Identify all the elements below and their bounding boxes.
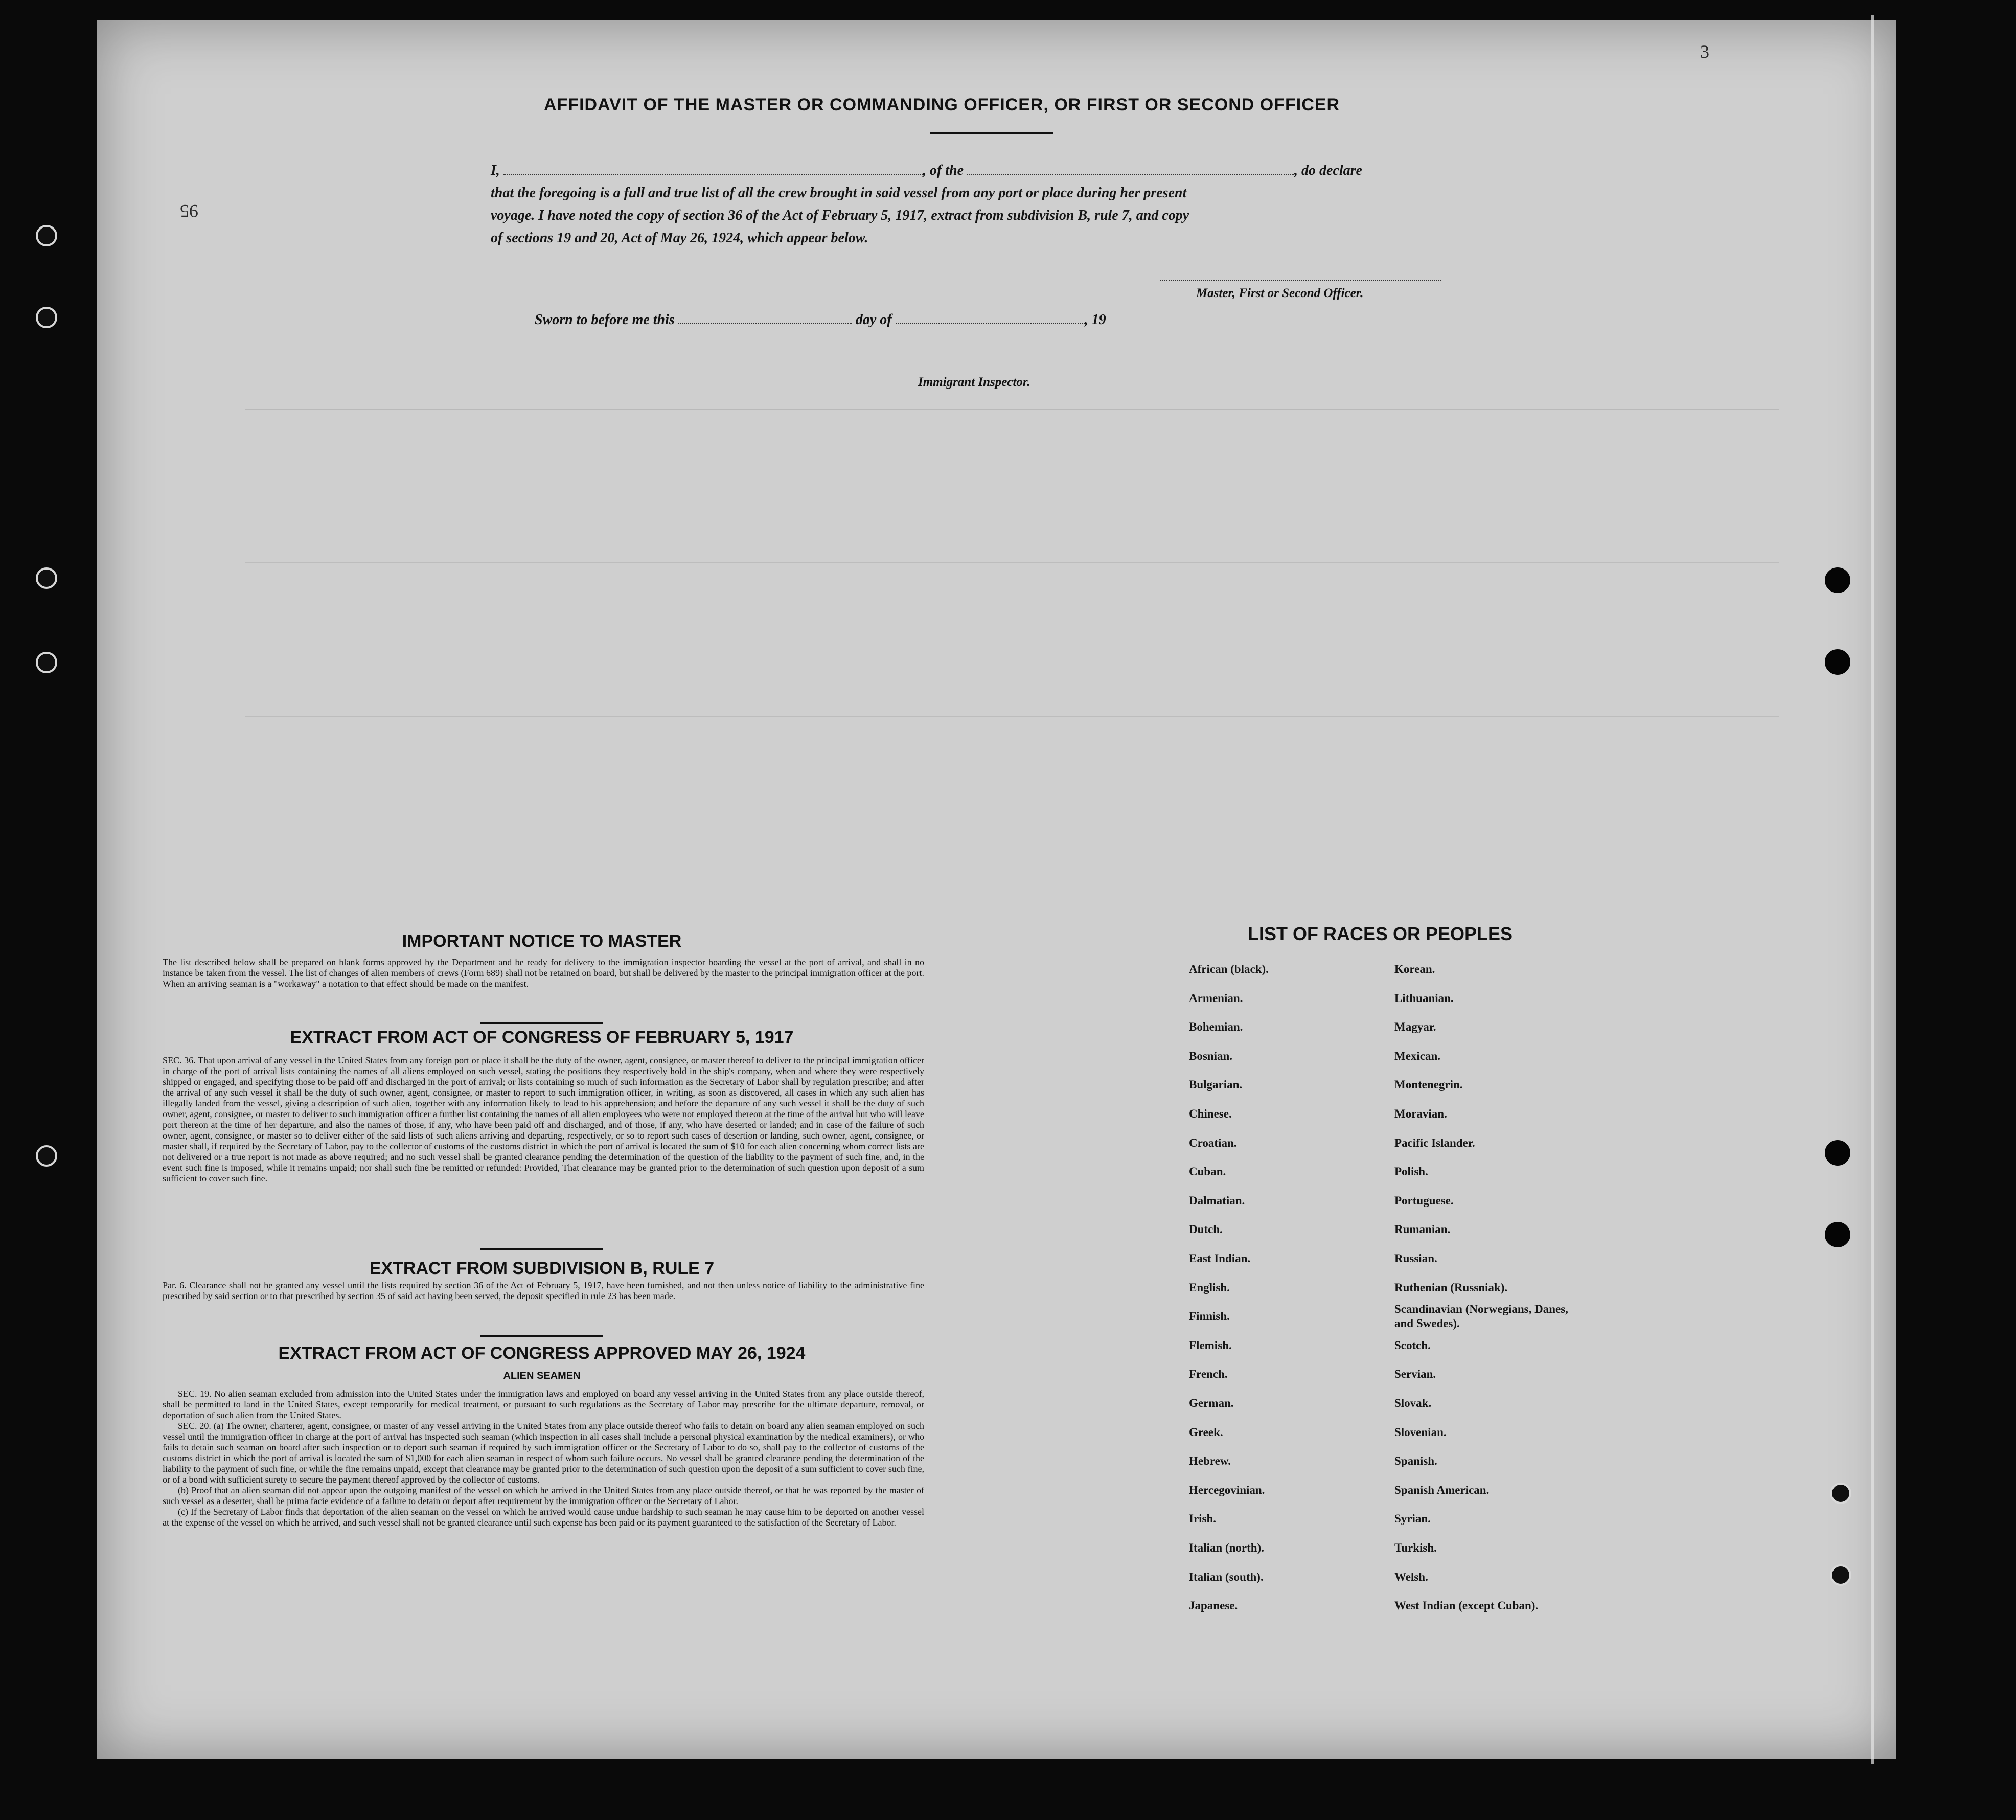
margin-mark-left: 95 (180, 201, 198, 221)
race-item-left: East Indian. (1189, 1252, 1251, 1265)
name-blank[interactable] (503, 164, 923, 175)
day-of-text: day of (855, 312, 892, 328)
binder-hole-right-1 (1825, 567, 1850, 593)
race-item-left: English. (1189, 1281, 1230, 1294)
vessel-blank[interactable] (967, 164, 1294, 175)
extract-1924-subtitle: ALIEN SEAMEN (503, 1370, 581, 1381)
race-item-left: Finnish. (1189, 1310, 1230, 1323)
bleed-through-lines (245, 716, 1779, 718)
sworn-day-blank[interactable] (678, 313, 852, 324)
binder-hole-left-1 (36, 225, 57, 246)
section-rule (480, 1335, 603, 1337)
section-rule (480, 1248, 603, 1250)
race-item-right: Portuguese. (1394, 1194, 1454, 1207)
bleed-through-lines (245, 409, 1779, 411)
sec-20b-paragraph: (b) Proof that an alien seaman did not appear upon the outgoing manifest of the vessel on which he arrived in the United States from any place outside thereof, or that he was reported by the master of such vessel as a deserter, shall be prima facie evidence of a failure to detain or deport after requirement by the immigration officer or the Secretary of Labor. (163, 1485, 924, 1506)
sworn-line (535, 312, 1106, 328)
extract-1917-title: EXTRACT FROM ACT OF CONGRESS OF FEBRUARY 5, 1917 (290, 1028, 794, 1047)
race-item-right: West Indian (except Cuban). (1394, 1599, 1539, 1612)
notice-title: IMPORTANT NOTICE TO MASTER (402, 931, 682, 951)
race-item-right: Spanish. (1394, 1454, 1437, 1467)
races-title: LIST OF RACES OR PEOPLES (1247, 923, 1513, 944)
race-item-right: Welsh. (1394, 1571, 1428, 1583)
affidavit-do-declare: , do declare (1294, 163, 1362, 178)
sec-20a-paragraph: SEC. 20. (a) The owner, charterer, agent, consignee, or master of any vessel arriving in the United States from any place outside thereof who fails to detain on board any alien seaman employed on such vessel until the immigration officer in charge at the port of arrival has inspected such seaman (which inspection in all cases shall include a personal physical examination by the medical examiners), or who fails to detain such seaman on board after such inspection or to deport such seaman if required by such immigration officer or the Secretary of Labor to do so, shall pay to the collector of customs of the customs district in which the port of arrival is located the sum of $1,000 for each alien seaman in respect of whom such failure occurs. No vessel shall be granted clearance pending the determination of the liability to the payment of such fine, or while the fine remains unpaid, except that clearance may be granted prior to the determination of such question upon the deposit of a sum sufficient to cover such fine, or of a bond with sufficient surety to secure the payment thereof approved by the collector of customs. (163, 1421, 924, 1485)
notice-body: The list described below shall be prepared on blank forms approved by the Department and be ready for delivery to the immigration inspector boarding the vessel at the port of arrival, and shall in no instance be taken from the vessel. The list of changes of alien members of crews (Form 689) shall not be retained on board, but shall be delivered by the master to the principal immigration officer at the port. When an arriving seaman is a "workaway" a notation to that effect should be made on the manifest. (163, 957, 924, 989)
race-item-right: Lithuanian. (1394, 992, 1454, 1005)
page-edge (1871, 15, 1915, 1764)
race-item-right: Ruthenian (Russniak). (1394, 1281, 1508, 1294)
binder-hole-left-4 (36, 652, 57, 673)
title-rule (930, 132, 1053, 134)
race-item-right: Magyar. (1394, 1020, 1436, 1033)
race-item-right: Turkish. (1394, 1541, 1437, 1554)
race-item-right: Mexican. (1394, 1050, 1441, 1062)
affidavit-line-4: of sections 19 and 20, Act of May 26, 1924, which appear below. (491, 230, 868, 246)
race-item-right: Slovenian. (1394, 1426, 1447, 1439)
race-item-right: Montenegrin. (1394, 1078, 1463, 1091)
race-item-right: Polish. (1394, 1165, 1428, 1178)
affidavit-line-2: that the foregoing is a full and true list of all the crew brought in said vessel from any port or place during her present (491, 185, 1187, 201)
race-item-left: Dutch. (1189, 1223, 1223, 1236)
affidavit-title: AFFIDAVIT OF THE MASTER OR COMMANDING OFFICER, OR FIRST OR SECOND OFFICER (544, 95, 1340, 115)
race-item-left: Japanese. (1189, 1599, 1238, 1612)
extract-1917-body: SEC. 36. That upon arrival of any vessel in the United States from any foreign port or place it shall be the duty of the owner, agent, consignee, or master thereof to deliver to the principal immigration officer in charge of the port of arrival lists containing the names of all aliens employed on such vessel, stating the positions they respectively hold in the ship's company, when and where they were respectively shipped or engaged, and specifying those to be paid off and discharged in the port of arrival; or lists containing so much of such information as the Secretary of Labor shall by regulation prescribe; and after the arrival of any such vessel it shall be the duty of such owner, agent, consignee, or master to report to such immigration officer, in writing, as soon as discovered, all cases in which any such alien has illegally landed from the vessel, giving a description of such alien, together with any information likely to lead to his apprehension; and before the departure of any such vessel it shall be the duty of such owner, agent, consignee, or master to deliver to such immigration officer a further list containing the names of all alien employees who were not employed thereon at the time of the arrival but who will leave port thereon at the time of her departure, and also the names of those, if any, who have been paid off and discharged, and of those, if any, who have deserted or landed; and in case of the failure of such owner, agent, consignee, or master so to deliver either of the said lists of such aliens arriving and departing, respectively, or so to report such cases of desertion or landing, such owner, agent, consignee, or master shall, if required by the Secretary of Labor, pay to the collector of customs of the customs district in which the port of arrival is located the sum of $10 for each alien concerning whom correct lists are not delivered or a true report is not made as above required; and no such vessel shall be granted clearance pending the determination of the question of the liability to the payment of such fine, and, in the event such fine is imposed, while it remains unpaid; nor shall such fine be remitted or refunded: Provided, That clearance may be granted prior to the determination of such question upon deposit of a sum sufficient to cover such fine. (163, 1055, 924, 1184)
affidavit-line-3: voyage. I have noted the copy of section 36 of the Act of February 5, 1917, extract from subdivision B, rule 7, and copy (491, 208, 1189, 223)
binder-hole-left-3 (36, 567, 57, 589)
binder-hole-right-5 (1830, 1483, 1851, 1504)
race-item-right: Scandinavian (Norwegians, Danes, and Swedes). (1394, 1303, 1568, 1330)
affidavit-line-1 (491, 160, 1493, 182)
race-item-right: Korean. (1394, 963, 1435, 975)
extract-1924-body (163, 1389, 924, 1528)
race-item-left: Irish. (1189, 1512, 1217, 1525)
race-item-left: Italian (north). (1189, 1541, 1264, 1554)
race-item-left: German. (1189, 1397, 1234, 1409)
race-item-left: Armenian. (1189, 992, 1243, 1005)
race-item-left: Chinese. (1189, 1107, 1232, 1120)
race-item-right: Slovak. (1394, 1397, 1432, 1409)
race-item-left: Greek. (1189, 1426, 1223, 1439)
race-item-right: Servian. (1394, 1368, 1436, 1380)
race-item-right: Moravian. (1394, 1107, 1447, 1120)
binder-hole-left-5 (36, 1145, 57, 1167)
year-prefix: , 19 (1084, 312, 1106, 328)
race-item-left: Hebrew. (1189, 1454, 1231, 1467)
sworn-month-blank[interactable] (896, 313, 1085, 324)
race-item-left: Cuban. (1189, 1165, 1226, 1178)
race-item-left: Bulgarian. (1189, 1078, 1243, 1091)
bleed-through-lines (245, 562, 1779, 564)
binder-hole-right-4 (1825, 1222, 1850, 1247)
extract-rule7-body: Par. 6. Clearance shall not be granted any vessel until the lists required by section 36 of the Act of February 5, 1917, have been furnished, and not then unless notice of liability to the administrative fine prescribed by said section or to that prescribed by section 35 of said act having been served, the deposit specified in rule 23 has been made. (163, 1280, 924, 1301)
race-item-right: Syrian. (1394, 1512, 1431, 1525)
race-item-left: Italian (south). (1189, 1571, 1264, 1583)
race-item-left: Bohemian. (1189, 1020, 1243, 1033)
race-item-right: Russian. (1394, 1252, 1437, 1265)
affidavit-i: I, (491, 163, 500, 178)
binder-hole-right-3 (1825, 1140, 1850, 1166)
race-item-left: Flemish. (1189, 1339, 1232, 1352)
race-item-right: Pacific Islander. (1394, 1136, 1475, 1149)
binder-hole-right-6 (1830, 1564, 1851, 1586)
affidavit-text (491, 160, 1493, 249)
inspector-label: Immigrant Inspector. (918, 375, 1030, 389)
race-item-left: Bosnian. (1189, 1050, 1233, 1062)
sworn-text: Sworn to before me this (535, 312, 675, 328)
binder-hole-left-2 (36, 307, 57, 328)
signature-line[interactable] (1160, 280, 1441, 281)
signature-label: Master, First or Second Officer. (1196, 286, 1364, 300)
race-item-right: Scotch. (1394, 1339, 1431, 1352)
binder-hole-right-2 (1825, 649, 1850, 675)
section-rule (480, 1022, 603, 1024)
sec-19-paragraph: SEC. 19. No alien seaman excluded from admission into the United States under the immigration laws and employed on board any vessel arriving in the United States from any place outside thereof, shall be permitted to land in the United States, except temporarily for medical treatment, or pursuant to such regulations as the Secretary of Labor may prescribe for the ultimate departure, removal, or deportation of such alien from the United States. (163, 1389, 924, 1420)
race-item-left: African (black). (1189, 963, 1269, 975)
extract-1924-title: EXTRACT FROM ACT OF CONGRESS APPROVED MAY 26, 1924 (278, 1344, 806, 1363)
extract-rule7-title: EXTRACT FROM SUBDIVISION B, RULE 7 (369, 1259, 715, 1278)
race-item-left: Dalmatian. (1189, 1194, 1245, 1207)
race-item-right: Rumanian. (1394, 1223, 1451, 1236)
race-item-left: Croatian. (1189, 1136, 1237, 1149)
race-item-left: Hercegovinian. (1189, 1484, 1265, 1496)
margin-mark-corner: 3 (1700, 41, 1709, 62)
affidavit-of-the: , of the (922, 163, 964, 178)
race-item-right: Spanish American. (1394, 1484, 1490, 1496)
race-item-left: French. (1189, 1368, 1228, 1380)
sec-20c-paragraph: (c) If the Secretary of Labor finds that deportation of the alien seaman on the vessel on which he arrived would cause undue hardship to such seaman he may cause him to be deported on another vessel at the expense of the vessel on which he arrived, and such vessel shall not be granted clearance until such expense has been paid or its payment guaranteed to the satisfaction of the Secretary of Labor. (163, 1507, 924, 1528)
